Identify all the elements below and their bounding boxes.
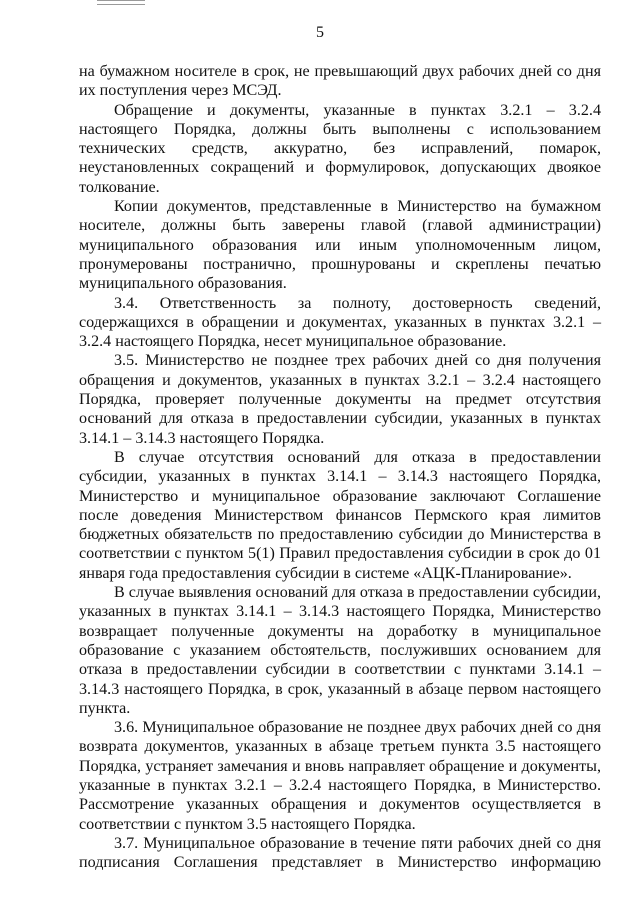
header-rule-mark [97, 0, 145, 5]
paragraph-3-6: 3.6. Муниципальное образование не позднее двух рабочих дней со дня возврата документов, указанных в абзаце третьем пункта 3.5 настоящего Порядка, устраняет замечания и вновь направляет обращение и документы, указанные в пунктах 3.2.1 – 3.2.4 настоящего Порядка, в Министерство. Рассмотрение указанных обращения и документов осуществляется в соответствии с пунктом 3.5 настоящего Порядка. [79, 719, 601, 833]
paragraph-requirements: Обращение и документы, указанные в пунктах 3.2.1 – 3.2.4 настоящего Порядка, должны быть выполнены с использованием технических средств, аккуратно, без исправлений, помарок, неустановленных сокращений и формулировок, допускающих двоякое толкование. [79, 101, 601, 196]
paragraph-3-4: 3.4. Ответственность за полноту, достоверность сведений, содержащихся в обращении и документах, указанных в пунктах 3.2.1 – 3.2.4 настоящего Порядка, несет муниципальное образование. [79, 294, 601, 351]
page-number: 5 [316, 24, 324, 41]
paragraph-copies: Копии документов, представленные в Министерство на бумажном носителе, должны быть заверены главой (главой администрации) муниципального образования или иным уполномоченным лицом, пронумерованы постранично, прошнурованы и скреплены печатью муниципального образования. [79, 198, 601, 293]
document-body [79, 62, 601, 872]
paragraph-no-grounds: В случае отсутствия оснований для отказа в предоставлении субсидии, указанных в пунктах 3.14.1 – 3.14.3 настоящего Порядка, Министерство и муниципальное образование заключают Соглашение после доведения Министерством финансов Пермского края лимитов бюджетных обязательств по предоставлению субсидии до Министерства в соответствии с пунктом 5(1) Правил предоставления субсидии в срок до 01 января года предоставления субсидии в системе «АЦК-Планирование». [79, 448, 601, 582]
paragraph-grounds-found: В случае выявления оснований для отказа в предоставлении субсидии, указанных в пунктах 3.14.1 – 3.14.3 настоящего Порядка, Министерство возвращает полученные документы на доработку в муниципальное образование с указанием обстоятельств, послуживших основанием для отказа в предоставлении субсидии в соответствии с пунктами 3.14.1 – 3.14.3 настоящего Порядка, в срок, указанный в абзаце первом настоящего пункта. [79, 584, 601, 717]
paragraph-3-5: 3.5. Министерство не позднее трех рабочих дней со дня получения обращения и документов, указанных в пунктах 3.2.1 – 3.2.4 настоящего Порядка, проверяет полученные документы на предмет отсутствия оснований для отказа в предоставлении субсидии, указанных в пунктах 3.14.1 – 3.14.3 настоящего Порядка. [79, 352, 601, 447]
paragraph-3-7: 3.7. Муниципальное образование в течение пяти рабочих дней со дня подписания Соглашения представляет в Министерство информацию [79, 834, 601, 872]
paragraph-continuation: на бумажном носителе в срок, не превышающий двух рабочих дней со дня их поступления через МСЭД. [79, 63, 601, 100]
